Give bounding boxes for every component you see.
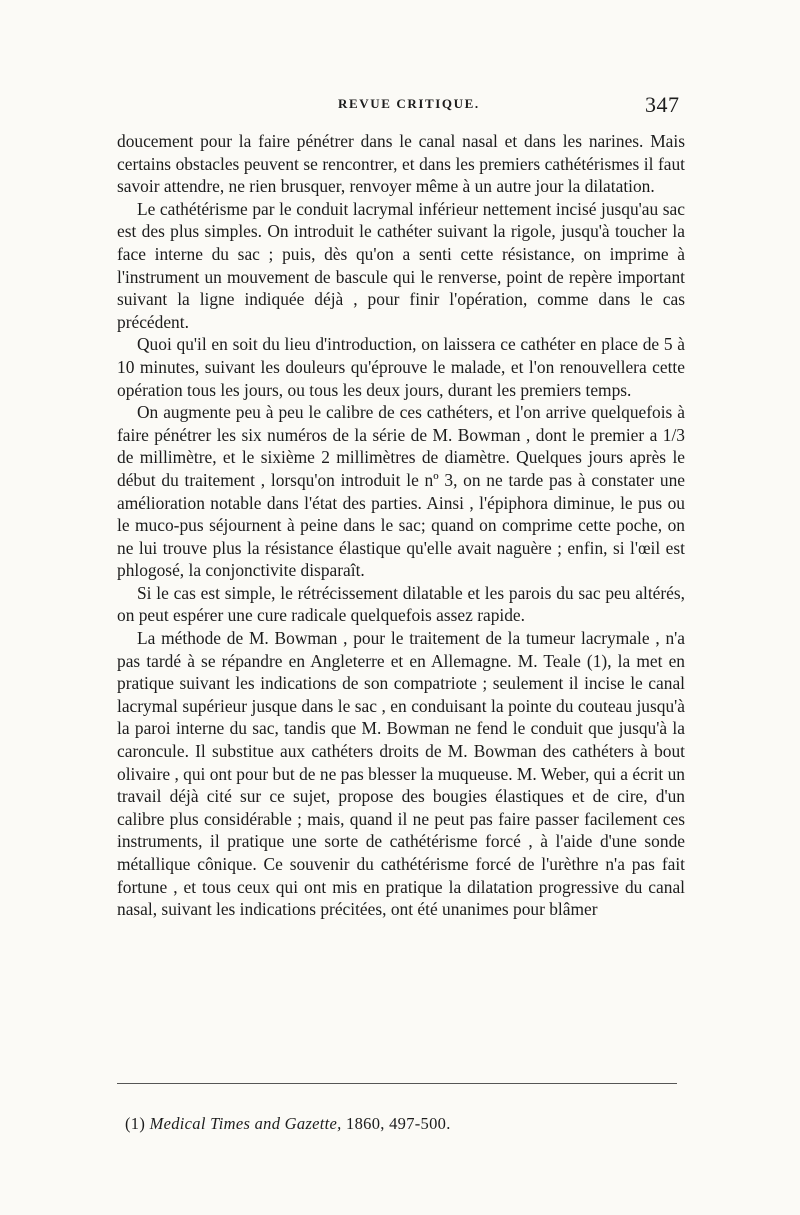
paragraph: Le cathétérisme par le conduit lacrymal inférieur nettement incisé jusqu'au sac est des plus simples. On introduit le cathéter suivant la rigole, jusqu'à toucher la face interne du sac ; puis, dès qu'on a senti cette résistance, on imprime à l'instrument un mouvement de bascule qui le renverse, point de repère important suivant la ligne indiquée déjà , pour finir l'opération, comme dans le cas précédent. xyxy=(117,198,685,332)
footnote xyxy=(125,1114,451,1134)
paragraph: Si le cas est simple, le rétrécissement dilatable et les parois du sac peu altérés, on peut espérer une cure radicale quelquefois assez rapide. xyxy=(117,582,685,626)
footnote-source: Medical Times and Gazette, xyxy=(149,1114,342,1133)
footnote-divider xyxy=(117,1083,677,1084)
paragraph: La méthode de M. Bowman , pour le traitement de la tumeur lacrymale , n'a pas tardé à se répandre en Angleterre et en Allemagne. M. Teale (1), la met en pratique suivant les indications de son compatriote ; seulement il incise le canal lacrymal supérieur jusque dans le sac , en conduisant la pointe du couteau jusqu'à la paroi interne du sac, tandis que M. Bowman ne fend le conduit que jusqu'à la caroncule. Il substitue aux cathéters droits de M. Bowman des cathéters à bout olivaire , qui ont pour but de ne pas blesser la muqueuse. M. Weber, qui a écrit un travail déjà cité sur ce sujet, propose des bougies élastiques et de cire, d'un calibre plus considérable ; mais, quand il ne peut pas faire passer facilement ces instruments, il pratique une sorte de cathétérisme forcé , à l'aide d'une sonde métallique cônique. Ce souvenir du cathétérisme forcé de l'urèthre n'a pas fait fortune , et tous ceux qui ont mis en pratique la dilatation progressive du canal nasal, suivant les indications précitées, ont été unanimes pour blâmer xyxy=(117,628,685,920)
footnote-marker: (1) xyxy=(125,1114,146,1133)
footnote-reference: 1860, 497-500. xyxy=(346,1114,451,1133)
paragraph: Quoi qu'il en soit du lieu d'introduction, on laissera ce cathéter en place de 5 à 10 minutes, suivant les douleurs qu'éprouve le malade, et l'on renouvellera cette opération tous les jours, ou tous les deux jours, durant les premiers temps. xyxy=(117,334,685,400)
running-title: REVUE CRITIQUE. xyxy=(338,96,480,111)
paragraph: doucement pour la faire pénétrer dans le canal nasal et dans les narines. Mais certains obstacles peuvent se rencontrer, et dans les premiers cathétérismes il faut savoir attendre, ne rien brusquer, renvoyer même à un autre jour la dilatation. xyxy=(117,131,685,197)
paragraph: On augmente peu à peu le calibre de ces cathéters, et l'on arrive quelquefois à faire pénétrer les six numéros de la série de M. Bowman , dont le premier a 1/3 de millimètre, et le sixième 2 millimètres de diamètre. Quelques jours après le début du traitement , lorsqu'on introduit le nº 3, on ne tarde pas à constater une amélioration notable dans l'état des parties. Ainsi , l'épiphora diminue, le pus ou le muco-pus séjournent à peine dans le sac; quand on comprime cette poche, on ne lui trouve plus la résistance élastique qu'elle avait naguère ; enfin, si l'œil est phlogosé, la conjonctivite disparaît. xyxy=(117,402,685,581)
body-text xyxy=(117,130,685,921)
page-number: 347 xyxy=(645,92,680,117)
